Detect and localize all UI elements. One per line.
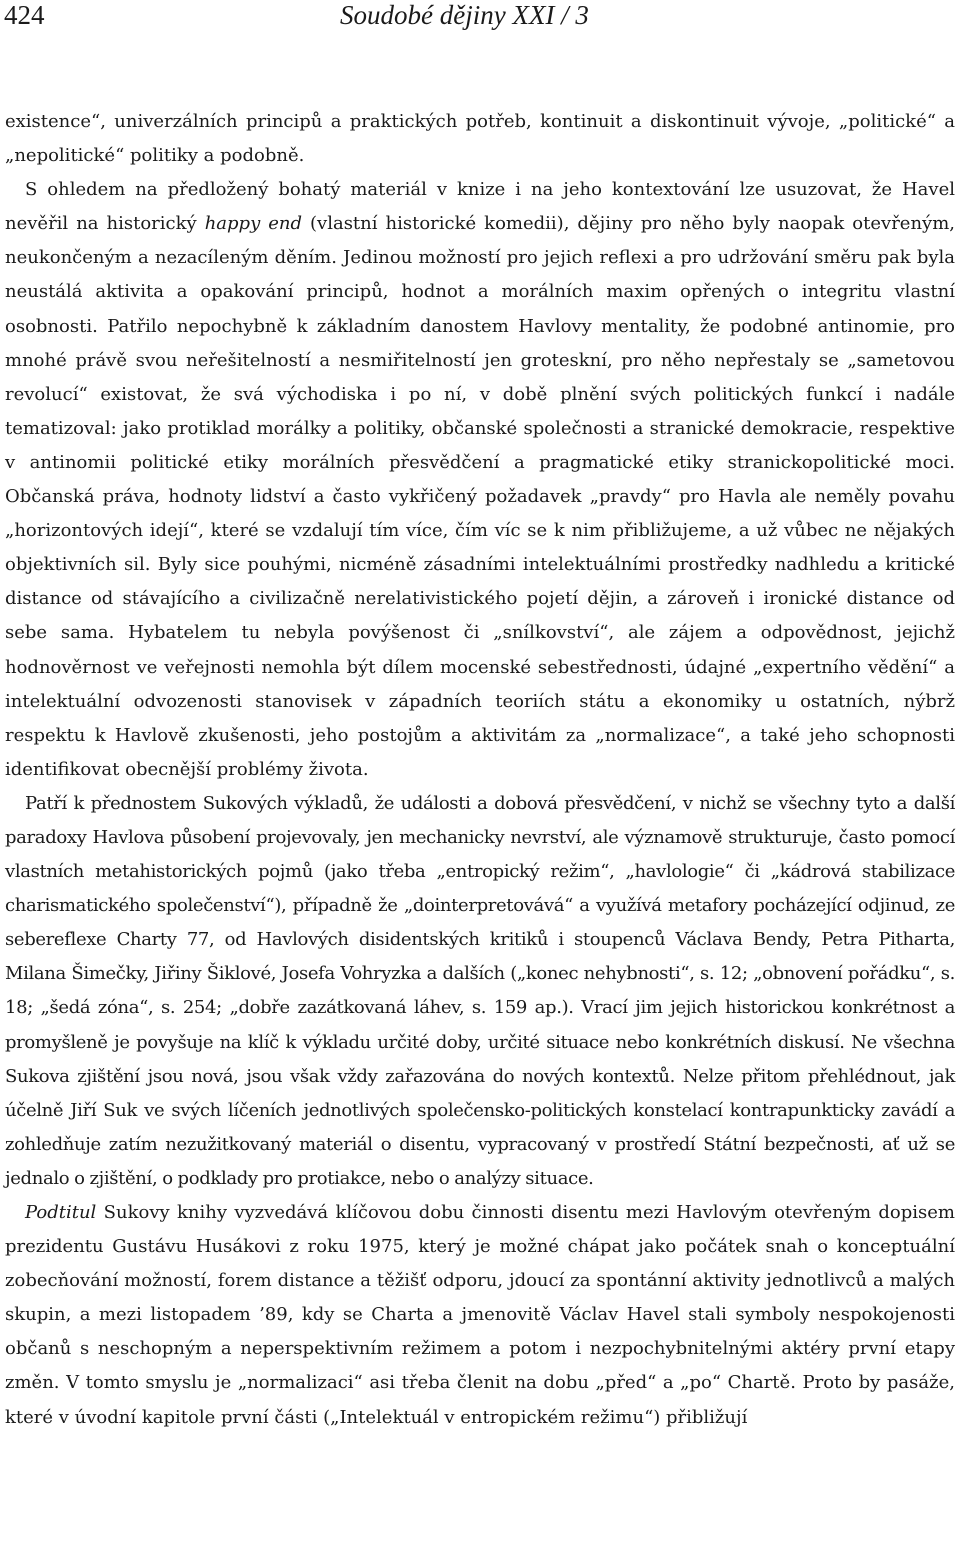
page-header bbox=[0, 0, 960, 40]
text-run: existence“, univerzálních principů a praktických potřeb, kontinuit a diskontinuit vývoje, „politické“ a „nepolitické“ politiky a podobně. bbox=[5, 111, 955, 167]
paragraph-2 bbox=[5, 173, 955, 787]
article-body bbox=[5, 105, 955, 1435]
text-run: (vlastní historické komedii), dějiny pro něho byly naopak otevřeným, neukončeným a nezacíleným děním. Jedinou možností pro jejich reflexi a pro udržování směru pak byla neustálá aktivita a opakování principů, hodnot a morálních maxim opřených o integritu vlastní osobnosti. Patřilo nepochybně k základním danostem Havlovy mentality, že podobné antinomie, pro mnohé právě svou neřešitelností a nesmiřitelností jen groteskní, pro něho nepřestaly se „sametovou revolucí“ existovat, že svá východiska i po ní, v době plnění svých politických funkcí i nadále tematizoval: jako protiklad morálky a politiky, občanské společnosti a stranické demokracie, respektive v antinomii politické etiky morálních přesvědčení a pragmatické etiky stranickopolitické moci. Občanská práva, hodnoty lidství a často vykřičený požadavek „pravdy“ pro Havla ale neměly povahu „horizontových idejí“, které se vzdalují tím více, čím víc se k nim přibližujeme, a už vůbec ne nějakých objektivních sil. Byly sice pouhými, nicméně zásadními intelektuálními prostředky nadhledu a kritické distance od stávajícího a civilizačně nerelativistického pojetí dějin, a zároveň i ironické distance od sebe sama. Hybatelem tu nebyla povýšenost či „snílkovství“, ale zájem a odpovědnost, jejichž hodnověrnost ve veřejnosti nemohla být dílem mocenské sebestřednosti, údajné „expertního vědění“ a intelektuální odvozenosti stanovisek v západních teoriích státu a ekonomiky u ostatních, nýbrž respektu k Havlově zkušenosti, jeho postojům a aktivitám za „normalizace“, a také jeho schopnosti identifikovat obecnější problémy života. bbox=[5, 213, 955, 780]
text-run: Sukovy knihy vyzvedává klíčovou dobu činnosti disentu mezi Havlovým otevřeným dopisem prezidentu Gustávu Husákovi z roku 1975, který je možné chápat jako počátek snah o konceptuální zobecňování možností, forem distance a těžišť odporu, jdoucí za spontánní aktivity jednotlivců a malých skupin, a mezi listopadem ’89, kdy se Charta a jmenovitě Václav Havel stali symboly nespokojenosti občanů s neschopným a neperspektivním režimem a potom i nezpochybnitelnými aktéry první etapy změn. V tomto smyslu je „normalizaci“ asi třeba členit na dobu „před“ a „po“ Chartě. Proto by pasáže, které v úvodní kapitole první části („Intelektuál v entropickém režimu“) přibližují bbox=[5, 1202, 955, 1428]
page-number: 424 bbox=[4, 0, 45, 30]
paragraph-4 bbox=[5, 1196, 955, 1435]
text-run: Patří k přednostem Sukových výkladů, že události a dobová přesvědčení, v nichž se všechny tyto a další paradoxy Havlova působení projevovaly, jen mechanicky nevrství, ale významově strukturuje, často pomocí vlastních metahistorických pojmů (jako třeba „entropický režim“, „havlologie“ či „kádrová stabilizace charismatického společenství“), případně že „dointerpretovává“ a využívá metafory pocházející odjinud, ze sebereflexe Charty 77, od Havlových disidentských kritiků i stoupenců Václava Bendy, Petra Pitharta, Milana Šimečky, Jiřiny Šiklové, Josefa Vohryzka a dalších („konec nehybnosti“, s. 12; „obnovení pořádku“, s. 18; „šedá zóna“, s. 254; „dobře zazátkovaná láhev, s. 159 ap.). Vrací jim jejich historickou konkrétnost a promyšleně je povyšuje na klíč k výkladu určité doby, určité situace nebo konkrétních diskusí. Ne všechna Sukova zjištění jsou nová, jsou však vždy zařazována do nových kontextů. Nelze přitom přehlédnout, jak účelně Jiří Suk ve svých líčeních jednotlivých společensko-politických konstelací kontrapunkticky zavádí a zohledňuje zatím nezužitkovaný materiál o disentu, vypracovaný v prostředí Státní bezpečnosti, ať už se jednalo o zjištění, o podklady pro protiakce, nebo o analýzy situace. bbox=[5, 792, 955, 1189]
paragraph-3 bbox=[5, 787, 955, 1196]
running-head: Soudobé dějiny XXI / 3 bbox=[340, 0, 589, 30]
italic-term-podtitul: Podtitul bbox=[25, 1202, 97, 1223]
italic-term-happy-end: happy end bbox=[204, 213, 303, 235]
text-run: S ohledem na předložený bohatý materiál v knize i na jeho kontextování lze usuzovat, že Havel nevěřil na historický bbox=[5, 179, 955, 235]
paragraph-1 bbox=[5, 105, 955, 173]
